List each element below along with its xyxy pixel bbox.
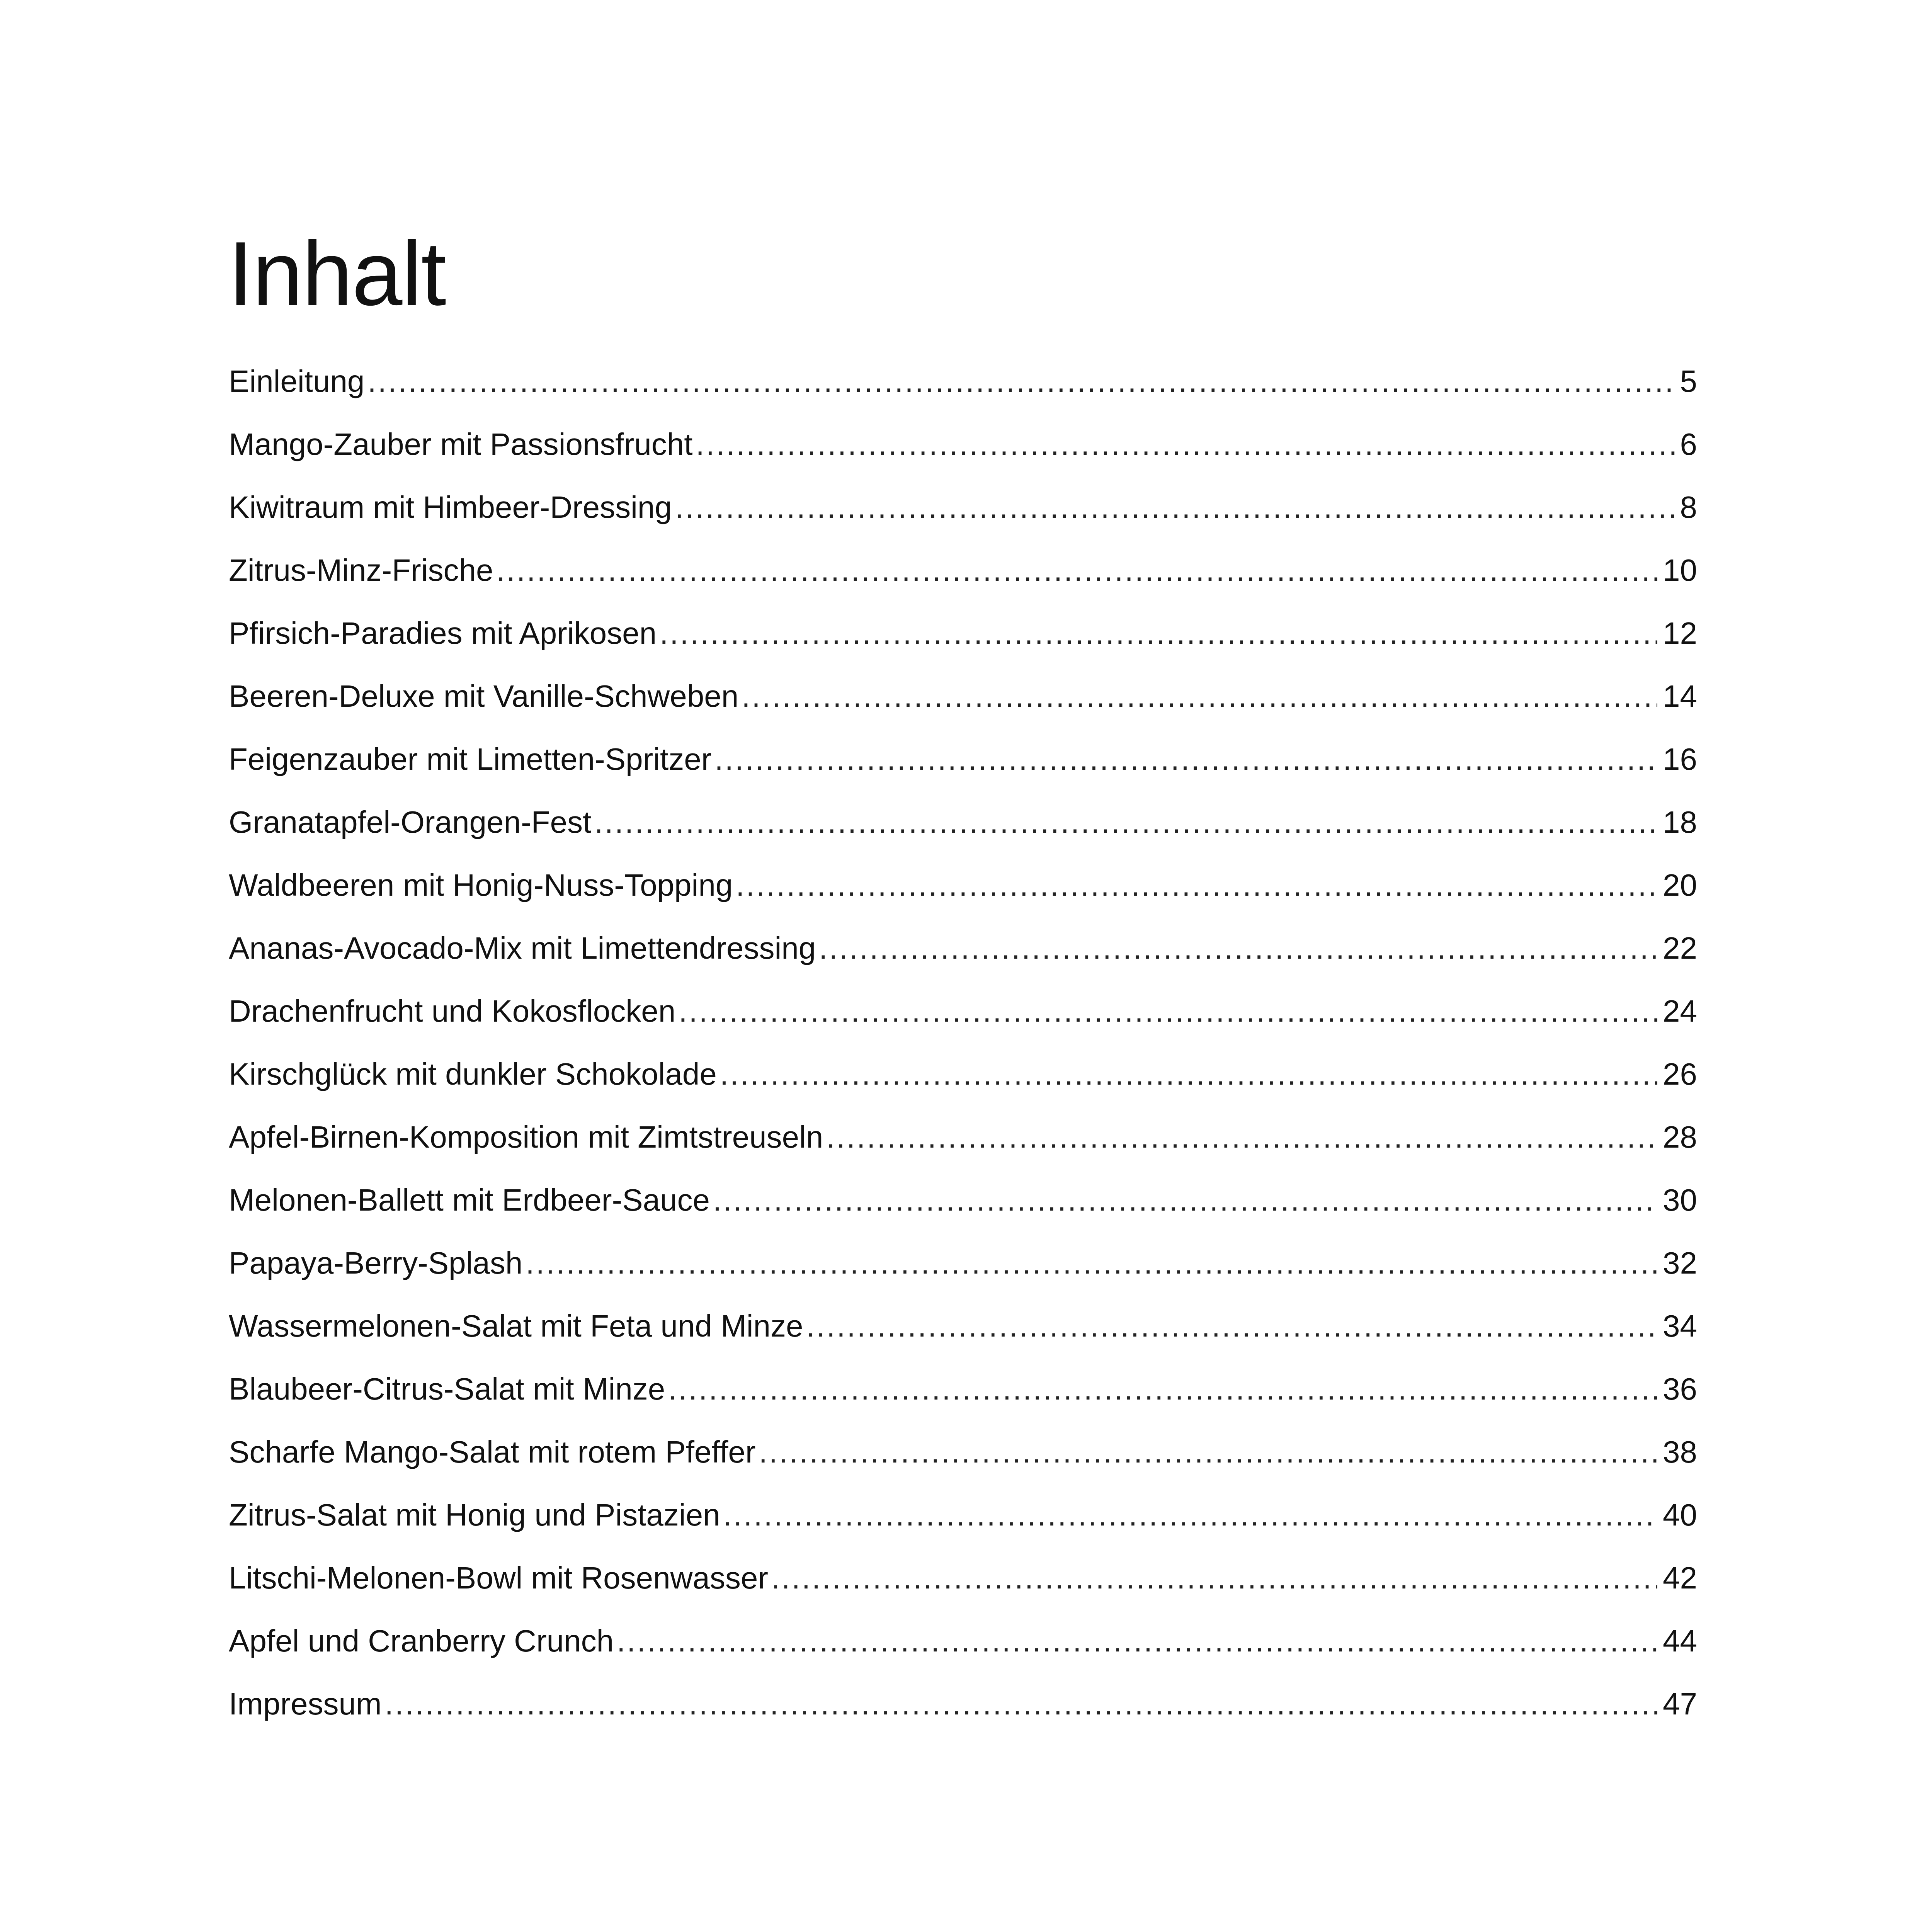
toc-entry-page-number: 38	[1663, 1435, 1697, 1469]
toc-dot-leader	[720, 1043, 1657, 1105]
toc-entry[interactable]	[229, 1168, 1697, 1231]
toc-entry[interactable]	[229, 539, 1697, 602]
toc-entry-page-number: 42	[1663, 1561, 1697, 1595]
toc-dot-leader	[617, 1609, 1657, 1672]
toc-entry-page-number: 28	[1663, 1120, 1697, 1154]
toc-entry-page-number: 20	[1663, 868, 1697, 902]
toc-entry[interactable]	[229, 1483, 1697, 1546]
toc-entry-page-number: 12	[1663, 616, 1697, 650]
toc-dot-leader	[385, 1672, 1657, 1735]
toc-entry[interactable]	[229, 1357, 1697, 1420]
toc-dot-leader	[759, 1420, 1657, 1483]
toc-entry[interactable]	[229, 1609, 1697, 1672]
toc-dot-leader	[668, 1357, 1657, 1420]
toc-entry-title: Feigenzauber mit Limetten-Spritzer	[229, 742, 712, 776]
toc-entry-title: Zitrus-Salat mit Honig und Pistazien	[229, 1498, 720, 1532]
toc-entry[interactable]	[229, 665, 1697, 728]
toc-entry-page-number: 24	[1663, 994, 1697, 1028]
toc-entry-page-number: 26	[1663, 1057, 1697, 1091]
toc-entry-page-number: 14	[1663, 679, 1697, 713]
toc-dot-leader	[675, 476, 1675, 539]
toc-entry[interactable]	[229, 791, 1697, 854]
toc-entry-title: Apfel-Birnen-Komposition mit Zimtstreuseln	[229, 1120, 823, 1154]
toc-entry-title: Papaya-Berry-Splash	[229, 1246, 523, 1280]
toc-entry-page-number: 22	[1663, 931, 1697, 965]
toc-entry-page-number: 36	[1663, 1372, 1697, 1406]
toc-entry-title: Litschi-Melonen-Bowl mit Rosenwasser	[229, 1561, 769, 1595]
toc-entry-page-number: 40	[1663, 1498, 1697, 1532]
toc-entry[interactable]	[229, 1546, 1697, 1609]
toc-entry-page-number: 30	[1663, 1183, 1697, 1217]
toc-dot-leader	[367, 350, 1674, 413]
toc-entry-page-number: 6	[1680, 427, 1697, 461]
toc-entry-title: Granatapfel-Orangen-Fest	[229, 805, 592, 839]
toc-entry[interactable]	[229, 1672, 1697, 1735]
toc-entry-title: Blaubeer-Citrus-Salat mit Minze	[229, 1372, 665, 1406]
toc-entry[interactable]	[229, 1105, 1697, 1168]
toc-dot-leader	[713, 1168, 1657, 1231]
toc-dot-leader	[819, 917, 1657, 980]
toc-entry-page-number: 47	[1663, 1687, 1697, 1721]
toc-entry-page-number: 10	[1663, 553, 1697, 587]
toc-entry[interactable]	[229, 1294, 1697, 1357]
toc-entry[interactable]	[229, 350, 1697, 413]
toc-dot-leader	[526, 1231, 1657, 1294]
toc-entry[interactable]	[229, 413, 1697, 476]
toc-entry[interactable]	[229, 728, 1697, 791]
table-of-contents	[229, 350, 1697, 1735]
toc-entry-title: Einleitung	[229, 364, 365, 398]
toc-entry-title: Apfel und Cranberry Crunch	[229, 1624, 614, 1658]
toc-entry[interactable]	[229, 602, 1697, 665]
toc-entry-page-number: 34	[1663, 1309, 1697, 1343]
toc-dot-leader	[742, 665, 1657, 728]
toc-dot-leader	[826, 1105, 1657, 1168]
toc-dot-leader	[696, 413, 1675, 476]
toc-entry[interactable]	[229, 1043, 1697, 1105]
toc-entry-title: Wassermelonen-Salat mit Feta und Minze	[229, 1309, 803, 1343]
toc-entry[interactable]	[229, 854, 1697, 917]
toc-entry-page-number: 32	[1663, 1246, 1697, 1280]
toc-dot-leader	[594, 791, 1657, 854]
toc-entry-title: Kiwitraum mit Himbeer-Dressing	[229, 490, 672, 524]
toc-entry-title: Waldbeeren mit Honig-Nuss-Topping	[229, 868, 733, 902]
toc-dot-leader	[660, 602, 1657, 665]
toc-entry-page-number: 16	[1663, 742, 1697, 776]
toc-entry[interactable]	[229, 1420, 1697, 1483]
toc-entry-title: Drachenfrucht und Kokosflocken	[229, 994, 676, 1028]
toc-entry-page-number: 44	[1663, 1624, 1697, 1658]
toc-dot-leader	[806, 1294, 1657, 1357]
toc-entry-title: Pfirsich-Paradies mit Aprikosen	[229, 616, 657, 650]
toc-dot-leader	[723, 1483, 1657, 1546]
toc-dot-leader	[496, 539, 1657, 602]
toc-entry-page-number: 8	[1680, 490, 1697, 524]
toc-entry[interactable]	[229, 1231, 1697, 1294]
toc-dot-leader	[714, 728, 1657, 791]
toc-entry[interactable]	[229, 476, 1697, 539]
toc-dot-leader	[736, 854, 1657, 917]
toc-entry-title: Kirschglück mit dunkler Schokolade	[229, 1057, 717, 1091]
toc-dot-leader	[771, 1546, 1657, 1609]
toc-entry-page-number: 18	[1663, 805, 1697, 839]
toc-entry-title: Ananas-Avocado-Mix mit Limettendressing	[229, 931, 816, 965]
toc-entry-page-number: 5	[1680, 364, 1697, 398]
toc-entry-title: Scharfe Mango-Salat mit rotem Pfeffer	[229, 1435, 756, 1469]
toc-entry-title: Zitrus-Minz-Frische	[229, 553, 493, 587]
toc-entry[interactable]	[229, 917, 1697, 980]
toc-entry-title: Beeren-Deluxe mit Vanille-Schweben	[229, 679, 739, 713]
toc-entry-title: Melonen-Ballett mit Erdbeer-Sauce	[229, 1183, 710, 1217]
toc-heading: Inhalt	[228, 223, 446, 324]
toc-entry[interactable]	[229, 980, 1697, 1043]
toc-entry-title: Mango-Zauber mit Passionsfrucht	[229, 427, 693, 461]
toc-entry-title: Impressum	[229, 1687, 382, 1721]
toc-dot-leader	[679, 980, 1657, 1043]
